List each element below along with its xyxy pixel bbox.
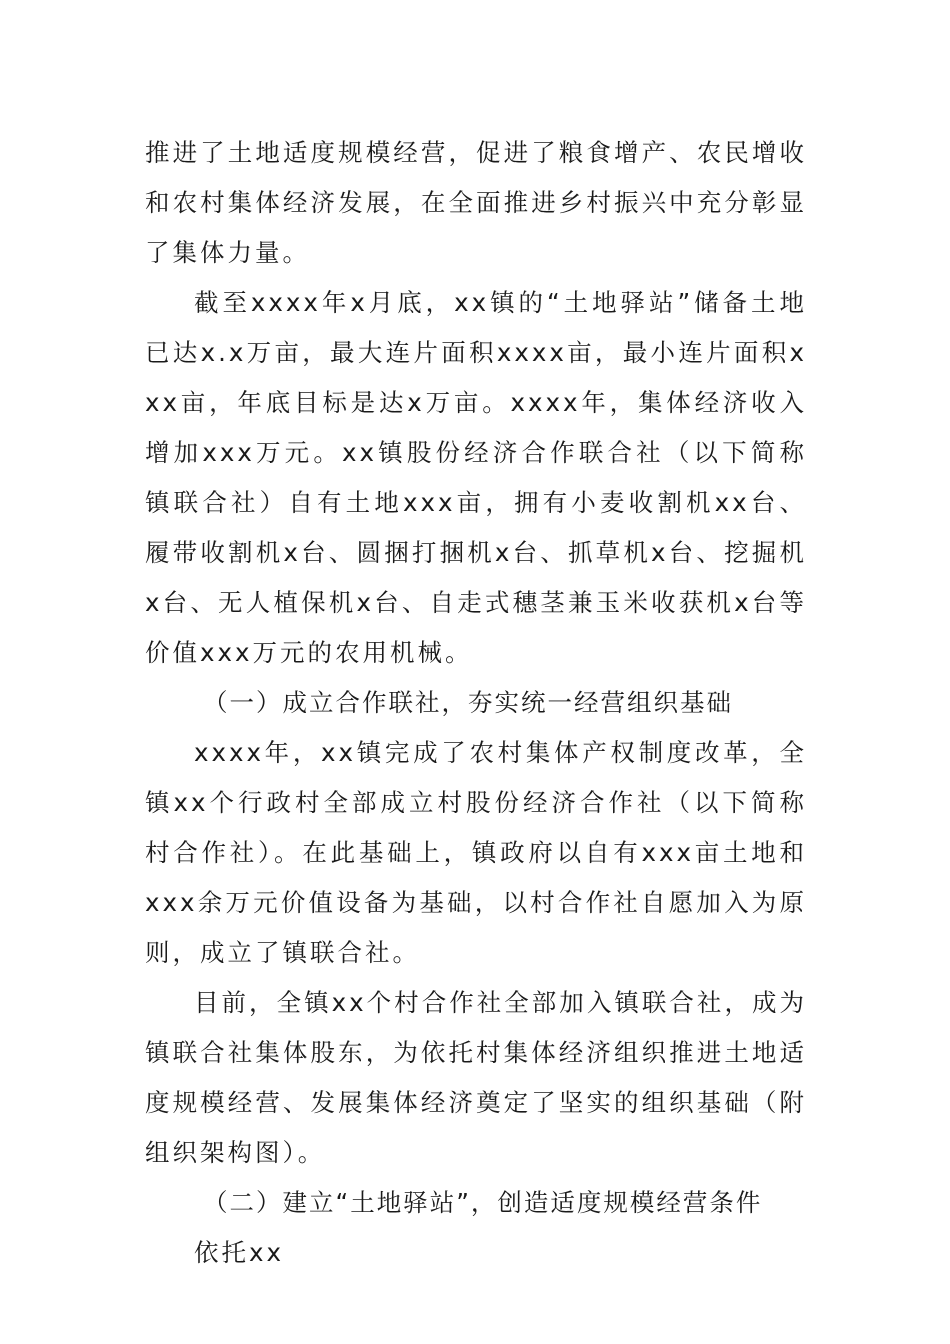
section-heading-1: （一）成立合作联社，夯实统一经营组织基础 [203,688,733,717]
section-heading-2: （二）建立“土地驿站”，创造适度规模经营条件 [203,1188,763,1217]
paragraph-truncated: 依托xx [194,1238,284,1267]
document-body [145,128,807,1278]
paragraph-current-status: 目前，全镇xx个村合作社全部加入镇联合社，成为镇联合社集体股东，为依托村集体经济组织推进土地适度规模经营、发展集体经济奠定了坚实的组织基础（附组织架构图）。 [145,988,807,1167]
paragraph-reform: xxxx年，xx镇完成了农村集体产权制度改革，全镇xx个行政村全部成立村股份经济合作社（以下简称村合作社）。在此基础上，镇政府以自有xxx亩土地和xxx余万元价值设备为基础，以村合作社自愿加入为原则，成立了镇联合社。 [145,738,807,967]
paragraph-land-station-stats: 截至xxxx年x月底，xx镇的“土地驿站”储备土地已达x.x万亩，最大连片面积xxxx亩，最小连片面积xxx亩，年底目标是达x万亩。xxxx年，集体经济收入增加xxx万元。xx镇股份经济合作联合社（以下简称镇联合社）自有土地xxx亩，拥有小麦收割机xx台、履带收割机x台、圆捆打捆机x台、抓草机x台、挖掘机x台、无人植保机x台、自走式穗茎兼玉米收获机x台等价值xxx万元的农用机械。 [145,288,807,667]
paragraph-continued: 推进了土地适度规模经营，促进了粮食增产、农民增收和农村集体经济发展，在全面推进乡村振兴中充分彰显了集体力量。 [145,138,807,267]
